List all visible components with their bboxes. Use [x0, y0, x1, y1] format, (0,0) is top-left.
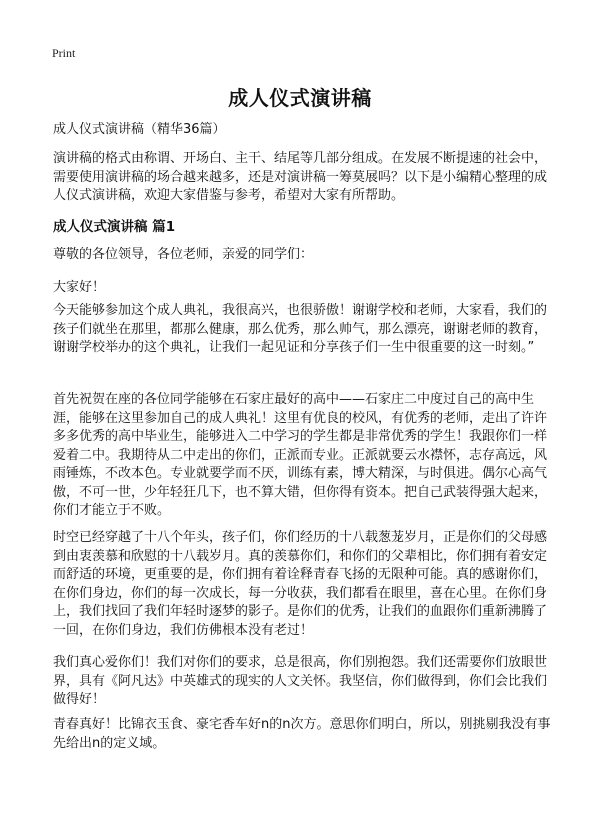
- intro-paragraph: 演讲稿的格式由称谓、开场白、主干、结尾等几部分组成。在发展不断提速的社会中，需要使用演讲稿的场合越来越多，还是对演讲稿一筹莫展吗？以下是小编精心整理的成人仪式演讲稿，欢迎大家借鉴与参考，希望对大家有所帮助。: [53, 151, 548, 203]
- body-paragraph: 时空已经穿越了十八个年头，孩子们，你们经历的十八载葱茏岁月，正是你们的父母感到由衷羡慕和欣慰的十八载岁月。真的羡慕你们，和你们的父辈相比，你们拥有着安定而舒适的环境，更重要的是，你们拥有着诠释青春飞扬的无限种可能。真的感谢你们，在你们身边，你们的每一次成长，每一分收获，我们都看在眼里，喜在心里。在你们身上，我们找回了我们年轻时逐梦的影子。是你们的优秀，让我们的血跟你们重新沸腾了一回，在你们身边，我们仿佛根本没有老过！: [53, 530, 548, 638]
- section-heading: 成人仪式演讲稿 篇1: [53, 219, 176, 235]
- greeting-line: 尊敬的各位领导，各位老师，亲爱的同学们：: [53, 247, 314, 262]
- document-subtitle: 成人仪式演讲稿（精华36篇）: [53, 122, 226, 137]
- body-paragraph: 我们真心爱你们！我们对你们的要求，总是很高，你们别抱怨。我们还需要你们放眼世界，具有《阿凡达》中英雄式的现实的人文关怀。我坚信，你们做得到，你们会比我们做得好！: [53, 655, 548, 707]
- page-title: 成人仪式演讲稿: [228, 86, 372, 110]
- hello-line: 大家好！: [53, 280, 106, 295]
- print-label: Print: [52, 46, 76, 60]
- body-paragraph: 青春真好！比锦衣玉食、豪宅香车好n的n次方。意思你们明白，所以，别挑剔我没有事先给出n的定义域。: [53, 717, 551, 751]
- body-paragraph: 首先祝贺在座的各位同学能够在石家庄最好的高中——石家庄二中度过自己的高中生涯，能够在这里参加自己的成人典礼！这里有优良的校风，有优秀的老师，走出了许许多多优秀的高中毕业生，能够进入二中学习的学生都是非常优秀的学生！我跟你们一样爱着二中。我期待从二中走出的你们，正派而专业。正派就要云水襟怀，志存高远，风雨锤炼，不改本色。专业就要学而不厌，训练有素，博大精深，与时俱进。偶尔心高气傲，不可一世，少年轻狂几下，也不算大错，但你得有资本。把自己武装得强大起来，你们才能立于不败。: [53, 392, 548, 518]
- body-paragraph: 今天能够参加这个成人典礼，我很高兴，也很骄傲！谢谢学校和老师，大家看，我们的孩子们就坐在那里，都那么健康，那么优秀，那么帅气，那么漂亮，谢谢老师的教育，谢谢学校举办的这个典礼，让我们一起见证和分享孩子们一生中很重要的这一时刻。”: [53, 303, 548, 355]
